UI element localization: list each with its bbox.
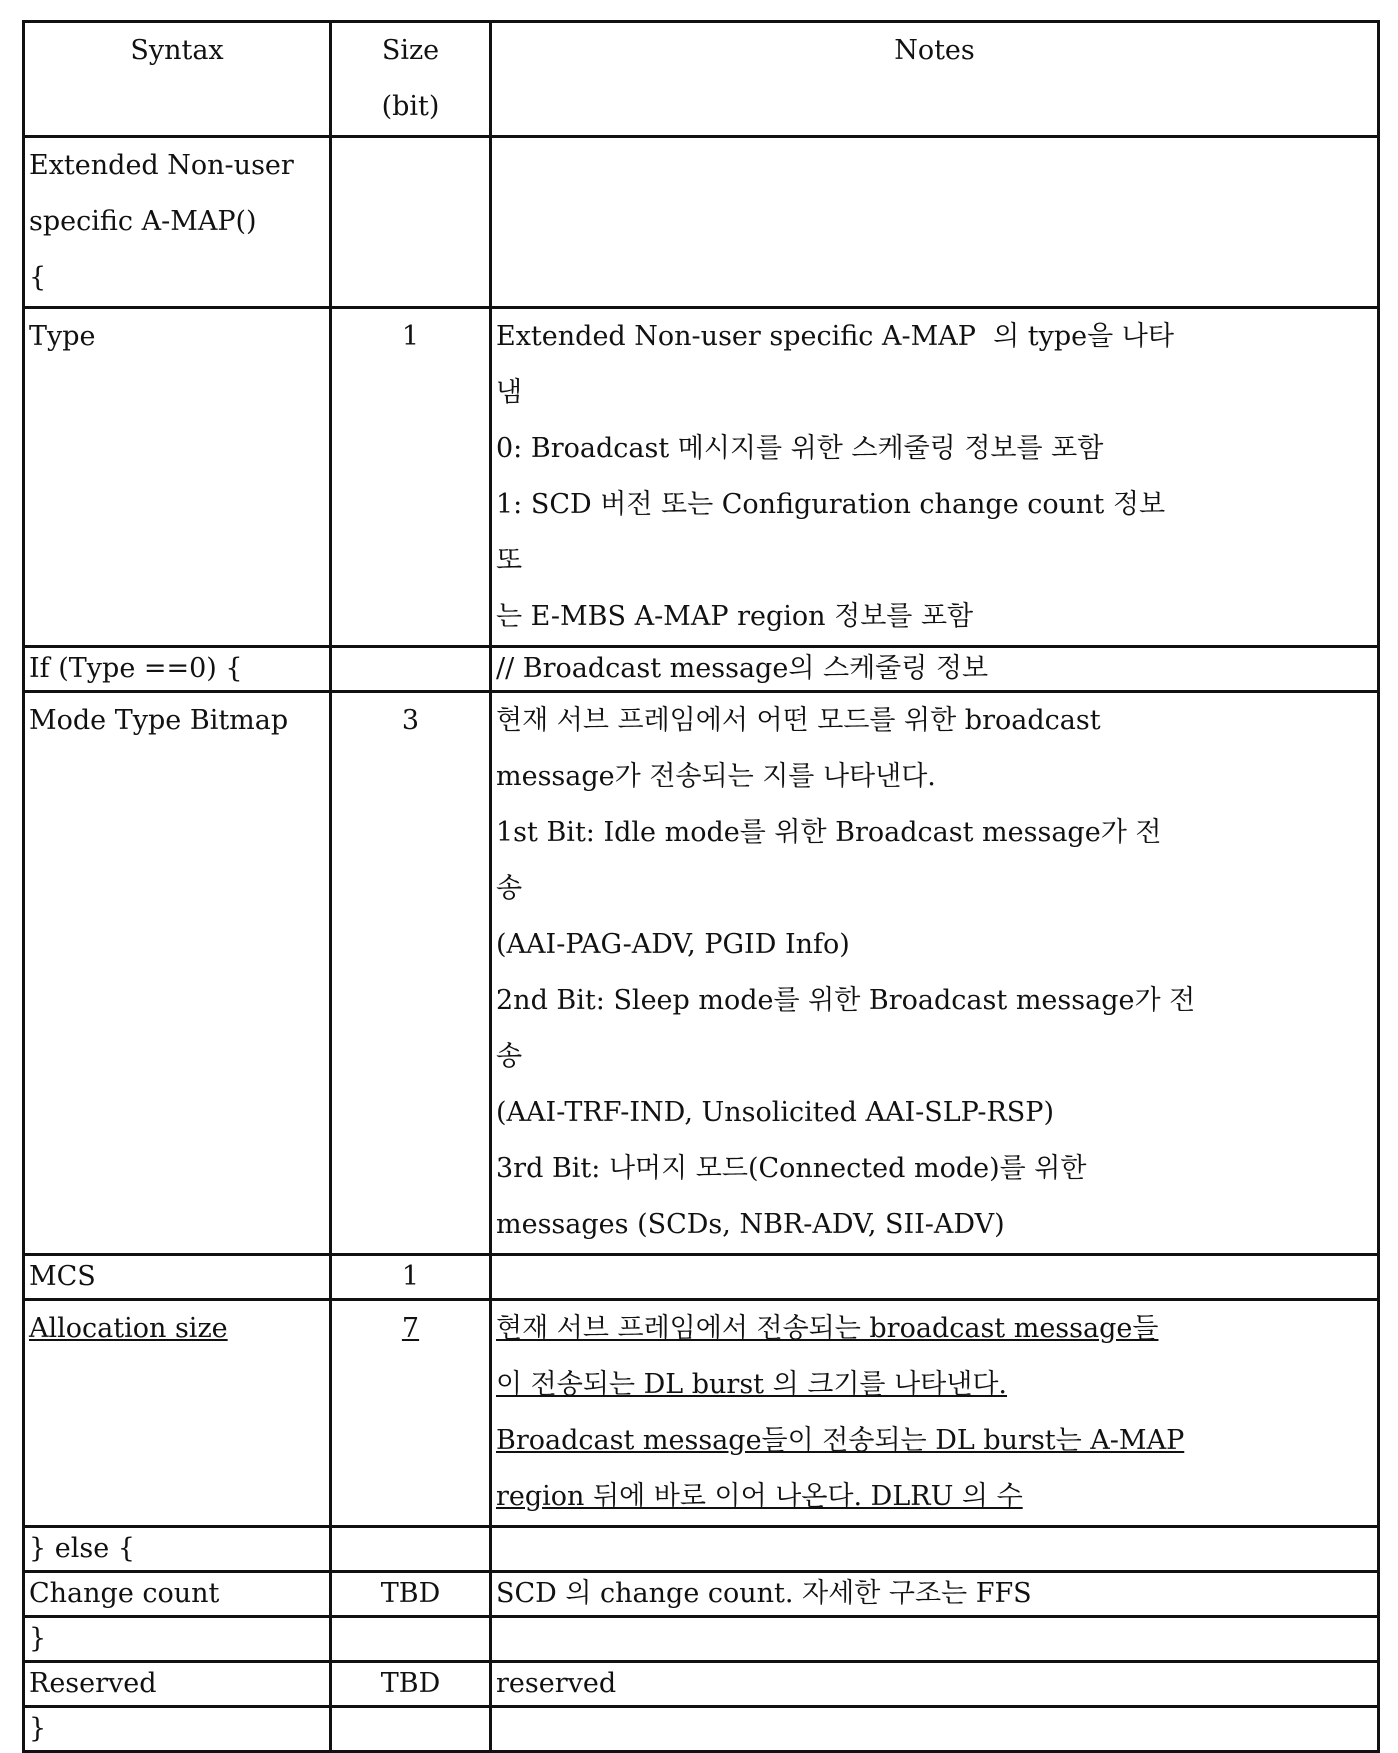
- syntax-cell: [24, 308, 331, 647]
- notes-cell: [491, 1707, 1379, 1752]
- table-row: [24, 137, 1379, 308]
- syntax-cell: [24, 692, 331, 1255]
- syntax-cell: [24, 1707, 331, 1752]
- syntax-cell: [24, 1300, 331, 1527]
- notes-cell: [491, 1527, 1379, 1572]
- notes-cell: [491, 1617, 1379, 1662]
- table-row: [24, 1527, 1379, 1572]
- notes-text: region 뒤에 바로 이어 나온다. DLRU 의 수: [496, 1481, 1023, 1512]
- syntax-text: Reserved: [29, 1668, 157, 1699]
- syntax-text: Extended Non-user: [29, 150, 294, 181]
- table-row: [24, 647, 1379, 692]
- notes-text: 또: [496, 545, 523, 576]
- notes-text: messages (SCDs, NBR-ADV, SII-ADV): [496, 1209, 1005, 1240]
- syntax-cell: [24, 1572, 331, 1617]
- notes-cell: [491, 692, 1379, 1255]
- notes-text: (AAI-PAG-ADV, PGID Info): [496, 929, 850, 960]
- syntax-text: {: [29, 262, 47, 293]
- notes-cell: [491, 1300, 1379, 1527]
- notes-cell: [491, 647, 1379, 692]
- table-row: [24, 1707, 1379, 1752]
- syntax-text: }: [29, 1623, 47, 1654]
- notes-text: 송: [496, 1041, 523, 1072]
- notes-text: 3rd Bit: 나머지 모드(Connected mode)를 위한: [496, 1153, 1087, 1184]
- size-cell: [331, 1572, 491, 1617]
- notes-text: 현재 서브 프레임에서 전송되는 broadcast message들: [496, 1313, 1159, 1344]
- header-row: [24, 22, 1379, 137]
- syntax-text: }: [29, 1713, 47, 1744]
- notes-text: 이 전송되는 DL burst 의 크기를 나타낸다.: [496, 1369, 1008, 1400]
- size-text: 1: [401, 321, 420, 352]
- size-text: 7: [401, 1313, 420, 1344]
- syntax-table: [22, 20, 1380, 1753]
- notes-text: SCD 의 change count. 자세한 구조는 FFS: [496, 1578, 1032, 1609]
- size-text: TBD: [380, 1578, 441, 1609]
- notes-text: 송: [496, 873, 523, 904]
- notes-text: 0: Broadcast 메시지를 위한 스케줄링 정보를 포함: [496, 433, 1104, 464]
- syntax-text: Mode Type Bitmap: [29, 705, 289, 736]
- size-cell: [331, 692, 491, 1255]
- notes-text: 1st Bit: Idle mode를 위한 Broadcast message가 전: [496, 817, 1162, 848]
- syntax-text: specific A-MAP(): [29, 206, 257, 237]
- syntax-text: } else {: [29, 1533, 135, 1564]
- size-text: 3: [401, 705, 420, 736]
- notes-cell: [491, 137, 1379, 308]
- notes-cell: [491, 1572, 1379, 1617]
- notes-text: 2nd Bit: Sleep mode를 위한 Broadcast message가 전: [496, 985, 1196, 1016]
- size-cell: [331, 137, 491, 308]
- notes-text: 1: SCD 버전 또는 Configuration change count 정보: [496, 489, 1166, 520]
- syntax-text: Type: [29, 321, 96, 352]
- syntax-cell: [24, 1617, 331, 1662]
- syntax-cell: [24, 1527, 331, 1572]
- syntax-cell: [24, 647, 331, 692]
- notes-text: 현재 서브 프레임에서 어떤 모드를 위한 broadcast: [496, 705, 1101, 736]
- syntax-text: If (Type ==0) {: [29, 653, 243, 684]
- notes-text: // Broadcast message의 스케줄링 정보: [496, 653, 989, 684]
- size-cell: [331, 647, 491, 692]
- notes-text: 는 E-MBS A-MAP region 정보를 포함: [496, 601, 974, 632]
- syntax-cell: [24, 137, 331, 308]
- syntax-cell: [24, 1255, 331, 1300]
- notes-text: Extended Non-user specific A-MAP 의 type을 나타: [496, 321, 1174, 352]
- table-row: [24, 1300, 1379, 1527]
- size-cell: [331, 1707, 491, 1752]
- header-notes: Notes: [491, 22, 1379, 137]
- size-cell: [331, 1255, 491, 1300]
- table-row: [24, 1617, 1379, 1662]
- table-body: [24, 137, 1379, 1752]
- table-row: [24, 308, 1379, 647]
- syntax-text: MCS: [29, 1261, 96, 1292]
- notes-text: 냄: [496, 377, 523, 408]
- notes-cell: [491, 308, 1379, 647]
- notes-text: (AAI-TRF-IND, Unsolicited AAI-SLP-RSP): [496, 1097, 1055, 1128]
- notes-text: message가 전송되는 지를 나타낸다.: [496, 761, 936, 792]
- table-row: [24, 692, 1379, 1255]
- size-cell: [331, 308, 491, 647]
- syntax-text: Allocation size: [29, 1313, 228, 1344]
- size-text: TBD: [380, 1668, 441, 1699]
- notes-text: reserved: [496, 1668, 617, 1699]
- size-cell: [331, 1617, 491, 1662]
- table-row: [24, 1572, 1379, 1617]
- notes-cell: [491, 1255, 1379, 1300]
- syntax-text: Change count: [29, 1578, 220, 1609]
- size-cell: [331, 1300, 491, 1527]
- size-text: 1: [401, 1261, 420, 1292]
- header-size: Size (bit): [331, 22, 491, 137]
- size-cell: [331, 1527, 491, 1572]
- notes-text: Broadcast message들이 전송되는 DL burst는 A-MAP: [496, 1425, 1185, 1456]
- header-syntax: Syntax: [24, 22, 331, 137]
- table-row: [24, 1255, 1379, 1300]
